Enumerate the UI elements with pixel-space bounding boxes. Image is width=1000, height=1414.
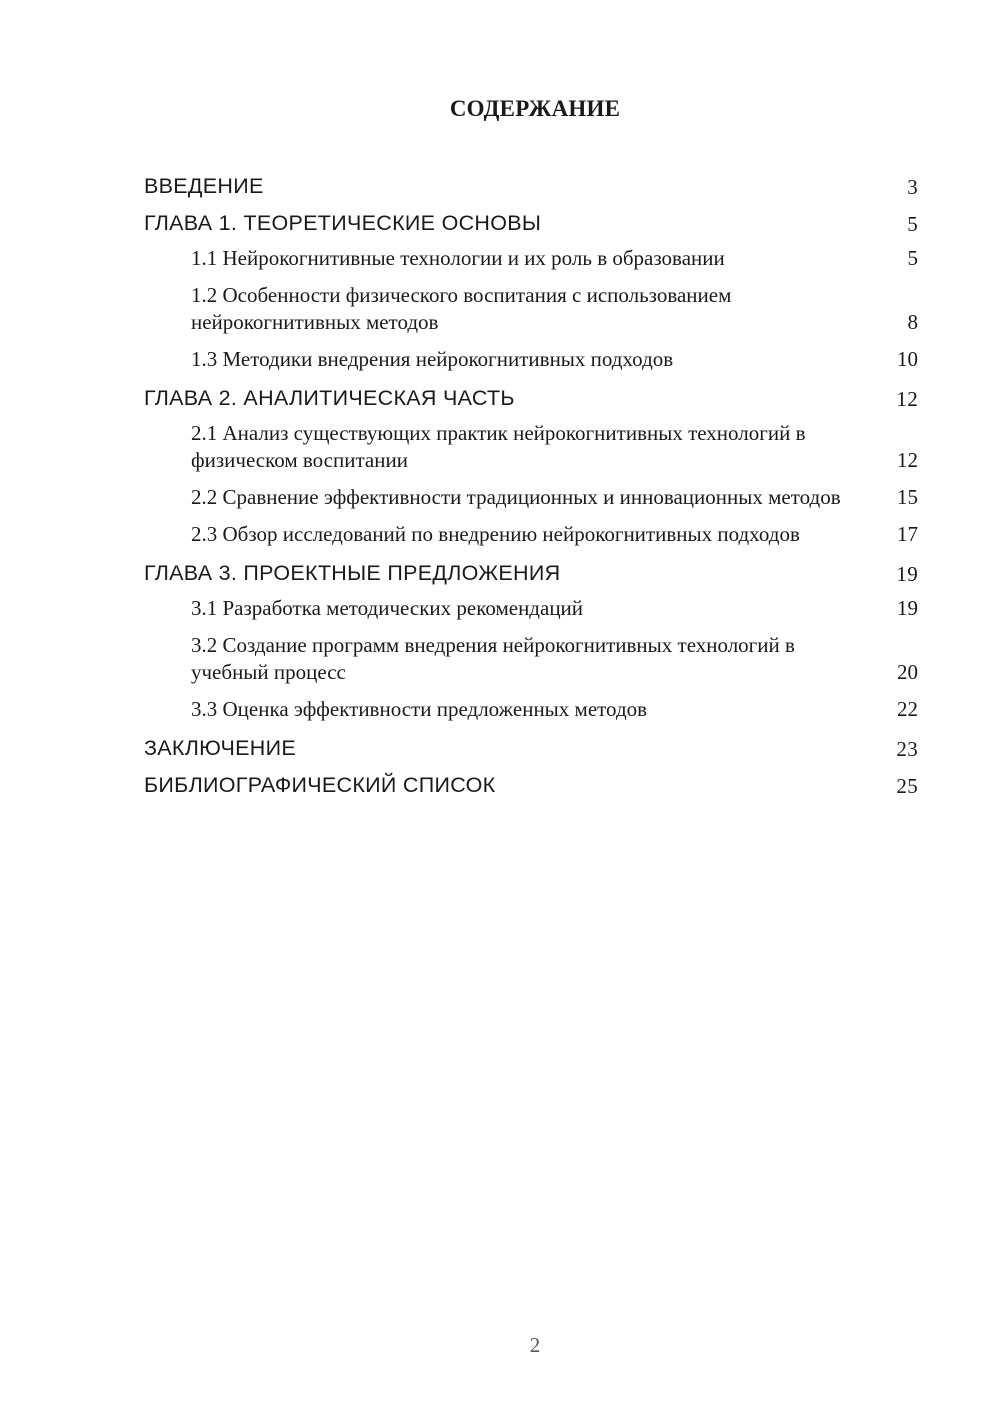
toc-entry <box>144 382 918 419</box>
toc-entry <box>144 769 918 806</box>
toc-subentry <box>144 345 918 382</box>
toc-entry <box>144 732 918 769</box>
toc-entry-title: 1.2 Особенности физического воспитания с использованием нейрокогнитивных методов <box>191 283 732 334</box>
toc-entry <box>144 207 918 244</box>
toc-entry-page: 5 <box>907 212 918 236</box>
toc-subentry <box>144 631 918 695</box>
toc-entry-title: ГЛАВА 2. АНАЛИТИЧЕСКАЯ ЧАСТЬ <box>144 386 515 410</box>
toc-entry-title: 1.1 Нейрокогнитивные технологии и их роль в образовании <box>191 246 725 270</box>
toc-entry-page: 15 <box>897 485 918 509</box>
toc-entry-title: 1.3 Методики внедрения нейрокогнитивных подходов <box>191 347 674 371</box>
toc-entry-title: 2.2 Сравнение эффективности традиционных и инновационных методов <box>191 485 841 509</box>
toc-subentry <box>144 695 918 732</box>
toc-entry-page: 17 <box>897 522 918 546</box>
toc-entry-title: 2.1 Анализ существующих практик нейрокогнитивных технологий в физическом воспитании <box>191 421 806 472</box>
toc-subentry <box>144 419 918 483</box>
toc-subentry <box>144 483 918 520</box>
toc-entry-title: 3.2 Создание программ внедрения нейрокогнитивных технологий в учебный процесс <box>191 633 795 684</box>
toc-entry-page: 3 <box>907 175 918 199</box>
toc-entry-page: 10 <box>897 347 918 371</box>
toc-entry-page: 19 <box>896 562 918 586</box>
toc-entry-page: 20 <box>897 660 918 684</box>
toc-entry-page: 23 <box>896 737 918 761</box>
page-number: 2 <box>529 1333 541 1357</box>
toc-entry-title: ГЛАВА 1. ТЕОРЕТИЧЕСКИЕ ОСНОВЫ <box>144 211 542 235</box>
toc-entry-title: 3.1 Разработка методических рекомендаций <box>191 596 584 620</box>
toc-entry-title: ВВЕДЕНИЕ <box>144 174 264 198</box>
toc-entry-title: 3.3 Оценка эффективности предложенных методов <box>191 697 648 721</box>
toc-entry <box>144 557 918 594</box>
toc-entry-title: ГЛАВА 3. ПРОЕКТНЫЕ ПРЕДЛОЖЕНИЯ <box>144 561 561 585</box>
toc-entry-title: БИБЛИОГРАФИЧЕСКИЙ СПИСОК <box>144 773 496 797</box>
toc-entry-page: 12 <box>896 387 918 411</box>
toc-subentry <box>144 520 918 557</box>
table-of-contents <box>144 170 918 806</box>
toc-entry <box>144 170 918 207</box>
toc-entry-title: 2.3 Обзор исследований по внедрению нейрокогнитивных подходов <box>191 522 800 546</box>
toc-subentry <box>144 281 918 345</box>
page-title: СОДЕРЖАНИЕ <box>449 96 621 121</box>
toc-entry-page: 5 <box>907 246 918 270</box>
toc-entry-title: ЗАКЛЮЧЕНИЕ <box>144 736 296 760</box>
toc-entry-page: 12 <box>897 448 918 472</box>
toc-entry-page: 25 <box>896 774 918 798</box>
toc-entry-page: 22 <box>897 697 918 721</box>
toc-subentry <box>144 244 918 281</box>
toc-entry-page: 8 <box>907 310 918 334</box>
toc-entry-page: 19 <box>897 596 918 620</box>
toc-subentry <box>144 594 918 631</box>
